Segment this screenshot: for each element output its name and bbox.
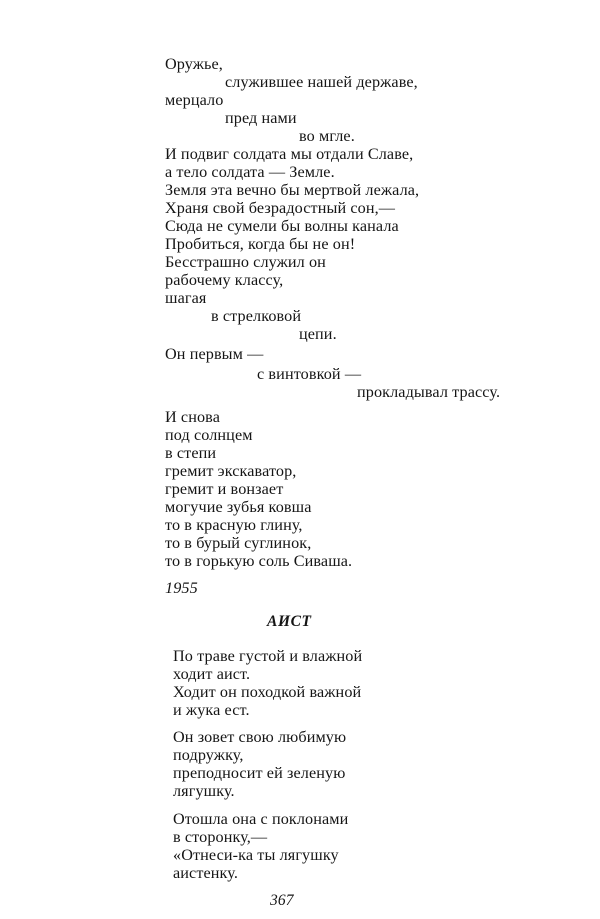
poem2-line-8: лягушку. <box>173 782 235 800</box>
poem1-line-18: с винтовкой — <box>257 365 362 383</box>
poem2-line-2: ходит аист. <box>173 665 251 683</box>
page-number: 367 <box>270 892 294 909</box>
poem1-line-11: Пробиться, когда бы не он! <box>165 235 356 253</box>
poem2-line-10: в сторонку,— <box>173 828 268 846</box>
poem2-line-7: преподносит ей зеленую <box>173 764 346 782</box>
poem1-line-26: то в красную глину, <box>165 516 303 534</box>
poem1-line-23: гремит экскаватор, <box>165 462 297 480</box>
poem2-line-11: «Отнеси-ка ты лягушку <box>173 846 339 864</box>
poem1-line-4: пред нами <box>225 109 297 127</box>
poem1-line-8: Земля эта вечно бы мертвой лежала, <box>165 181 420 199</box>
poem1-line-28: то в горькую соль Сиваша. <box>165 552 353 570</box>
poem1-line-19: прокладывал трассу. <box>357 383 501 401</box>
poem1-line-1: Оружье, <box>165 55 223 73</box>
poem1-line-14: шагая <box>165 289 207 307</box>
poem1-line-27: то в бурый суглинок, <box>165 534 312 552</box>
poem1-line-24: гремит и вонзает <box>165 480 284 498</box>
poem2-line-12: аистенку. <box>173 864 239 882</box>
poem1-line-20: И снова <box>165 408 220 426</box>
poem2-line-4: и жука ест. <box>173 701 250 719</box>
poem1-line-10: Сюда не сумели бы волны канала <box>165 217 399 235</box>
poem1-line-13: рабочему классу, <box>165 271 284 289</box>
poem1-line-16: цепи. <box>299 325 337 343</box>
poem1-line-3: мерцало <box>165 91 224 109</box>
poem1-line-5: во мгле. <box>299 127 355 145</box>
poem1-line-7: а тело солдата — Земле. <box>165 163 335 181</box>
poem1-line-12: Бесстрашно служил он <box>165 253 326 271</box>
poem2-line-1: По траве густой и влажной <box>173 647 363 665</box>
poem2-line-5: Он зовет свою любимую <box>173 728 347 746</box>
poem1-line-22: в степи <box>165 444 217 462</box>
poem2-line-9: Отошла она с поклонами <box>173 810 349 828</box>
poem2-line-6: подружку, <box>173 746 244 764</box>
poem1-line-17: Он первым — <box>165 345 264 363</box>
poem2-title: АИСТ <box>267 613 312 630</box>
poem1-year: 1955 <box>165 579 198 597</box>
poem1-line-9: Храня свой безрадостный сон,— <box>165 199 396 217</box>
poem1-line-2: служившее нашей державе, <box>225 73 418 91</box>
poem1-line-15: в стрелковой <box>211 307 302 325</box>
poem2-line-3: Ходит он походкой важной <box>173 683 362 701</box>
poem1-line-25: могучие зубья ковша <box>165 498 312 516</box>
poem1-line-21: под солнцем <box>165 426 253 444</box>
poem1-line-6: И подвиг солдата мы отдали Славе, <box>165 145 414 163</box>
